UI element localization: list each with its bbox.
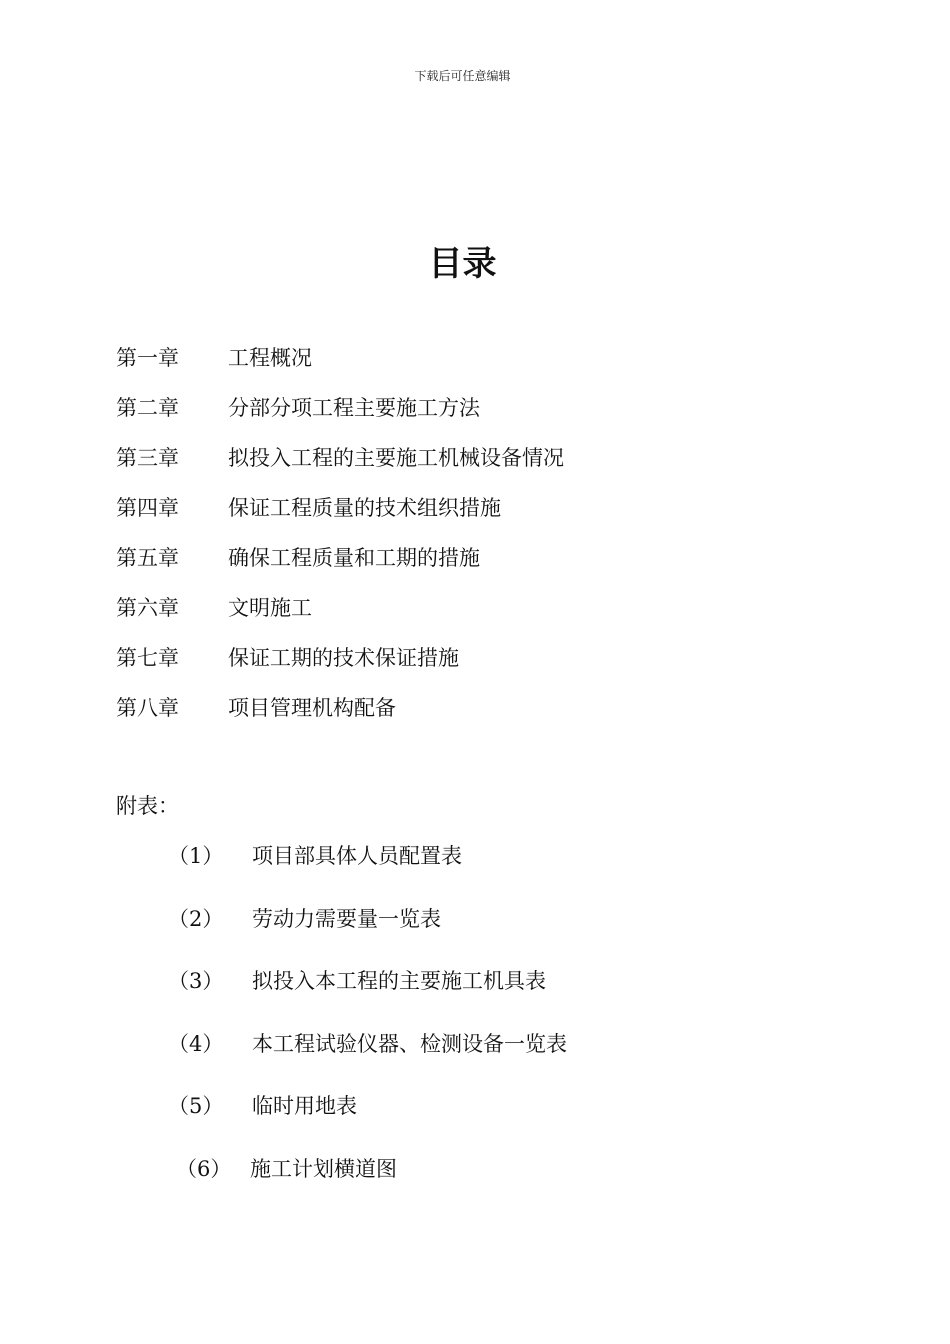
chapter-item bbox=[116, 490, 564, 540]
appendix-label: 附表： bbox=[116, 794, 179, 818]
appendix-title: 劳动力需要量一览表 bbox=[252, 906, 441, 931]
appendix-number: （6） bbox=[176, 1156, 232, 1181]
chapter-item bbox=[116, 390, 564, 440]
chapter-list bbox=[116, 340, 564, 740]
chapter-item bbox=[116, 440, 564, 490]
appendix-title: 临时用地表 bbox=[252, 1094, 357, 1118]
appendix-title: 本工程试验仪器、检测设备一览表 bbox=[252, 1031, 567, 1056]
appendix-number: （3） bbox=[168, 969, 224, 993]
chapter-item bbox=[116, 640, 564, 690]
appendix-title: 项目部具体人员配置表 bbox=[252, 844, 462, 868]
appendix-number: （4） bbox=[168, 1031, 224, 1056]
chapter-number: 第四章 bbox=[116, 496, 179, 520]
appendix-list bbox=[168, 838, 567, 1213]
appendix-item bbox=[176, 1151, 567, 1214]
chapter-title: 项目管理机构配备 bbox=[228, 696, 396, 720]
appendix-title: 施工计划横道图 bbox=[250, 1156, 397, 1181]
chapter-title: 保证工程质量的技术组织措施 bbox=[228, 496, 501, 520]
chapter-title: 保证工期的技术保证措施 bbox=[228, 646, 459, 670]
chapter-item bbox=[116, 540, 564, 590]
appendix-number: （5） bbox=[168, 1094, 224, 1118]
chapter-number: 第七章 bbox=[116, 646, 179, 670]
appendix-number: （1） bbox=[168, 844, 224, 868]
chapter-title: 拟投入工程的主要施工机械设备情况 bbox=[228, 446, 564, 470]
chapter-item bbox=[116, 340, 564, 390]
appendix-item bbox=[168, 1088, 567, 1151]
appendix-number: （2） bbox=[168, 906, 224, 931]
chapter-number: 第三章 bbox=[116, 446, 179, 470]
chapter-number: 第八章 bbox=[116, 696, 179, 720]
appendix-item bbox=[168, 901, 567, 964]
chapter-title: 工程概况 bbox=[228, 346, 312, 370]
chapter-title: 确保工程质量和工期的措施 bbox=[228, 546, 480, 570]
appendix-item bbox=[168, 838, 567, 901]
chapter-item bbox=[116, 590, 564, 640]
chapter-title: 文明施工 bbox=[228, 596, 312, 620]
page-title: 目录 bbox=[428, 244, 497, 284]
appendix-title: 拟投入本工程的主要施工机具表 bbox=[252, 969, 546, 993]
header-note: 下载后可任意编辑 bbox=[414, 69, 511, 83]
appendix-item bbox=[168, 963, 567, 1026]
chapter-number: 第五章 bbox=[116, 546, 179, 570]
chapter-item bbox=[116, 690, 564, 740]
chapter-number: 第六章 bbox=[116, 596, 179, 620]
chapter-number: 第一章 bbox=[116, 346, 179, 370]
appendix-item bbox=[168, 1026, 567, 1089]
chapter-number: 第二章 bbox=[116, 396, 179, 420]
chapter-title: 分部分项工程主要施工方法 bbox=[228, 396, 480, 420]
